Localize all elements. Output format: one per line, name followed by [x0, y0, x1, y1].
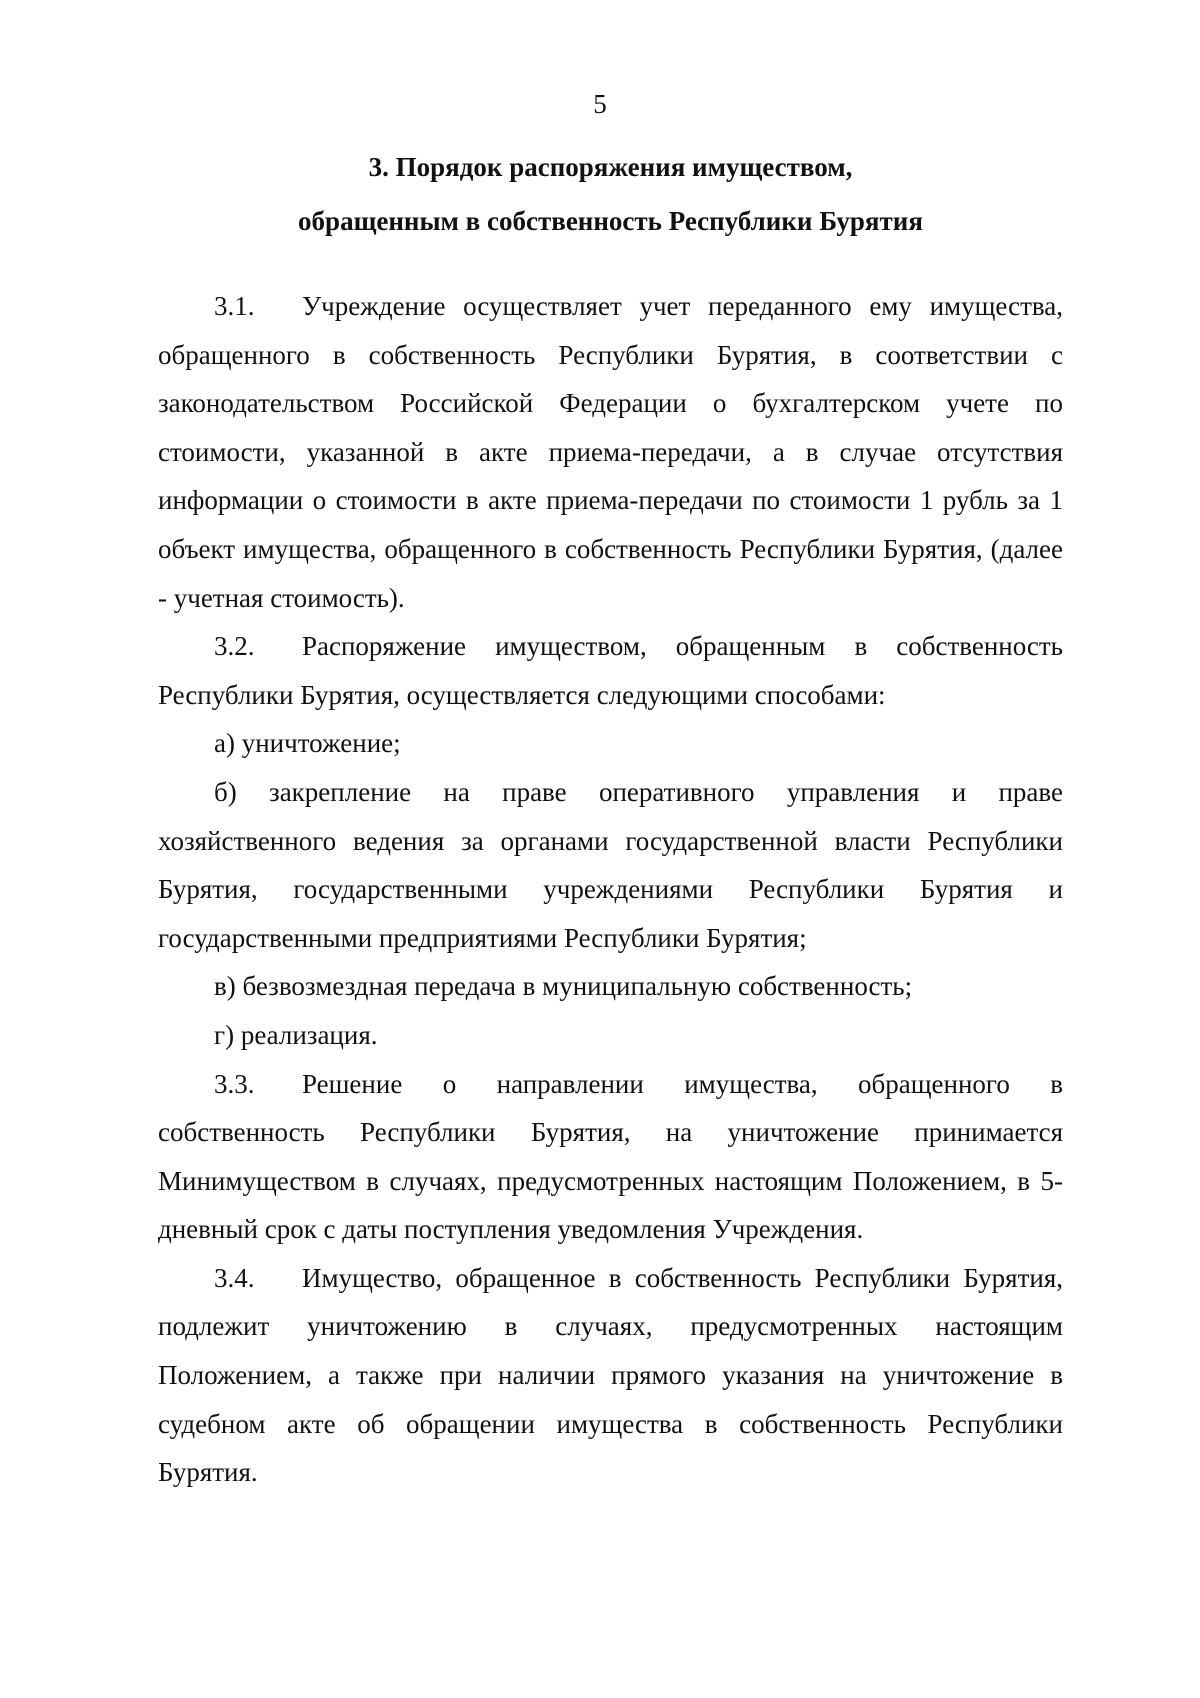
paragraph-3-1: [158, 282, 1063, 622]
paragraph-number: 3.1.: [214, 291, 255, 321]
section-heading-line-1: 3. Порядок распоряжения имуществом,: [368, 152, 853, 182]
document-body: [158, 282, 1063, 1497]
list-item-text: б) закрепление на праве оперативного управления и праве хозяйственного ведения за органами государственной власти Республики Бурятия, государственными учреждениями Республики Бурятия и государственными предприятиями Республики Бурятия;: [158, 776, 1063, 953]
list-item-text: а) уничтожение;: [214, 728, 401, 759]
paragraph-text: Распоряжение имуществом, обращенным в собственность Республики Бурятия, осуществляется следующими способами:: [158, 631, 1063, 710]
section-heading-line-2: обращенным в собственность Республики Бурятия: [298, 206, 923, 236]
paragraph-3-4: [158, 1254, 1063, 1497]
section-heading: [158, 140, 1063, 248]
paragraph-text: Решение о направлении имущества, обращенного в собственность Республики Бурятия, на уничтожение принимается Минимуществом в случаях, предусмотренных настоящим Положением, в 5-дневный срок с даты поступления уведомления Учреждения.: [158, 1068, 1063, 1245]
list-item-text: в) безвозмездная передача в муниципальную собственность;: [214, 971, 913, 1002]
paragraph-text: Имущество, обращенное в собственность Республики Бурятия, подлежит уничтожению в случаях, предусмотренных настоящим Положением, а также при наличии прямого указания на уничтожение в судебном акте об обращении имущества в собственность Республики Бурятия.: [158, 1262, 1063, 1488]
paragraph-number: 3.3.: [214, 1068, 255, 1099]
paragraph-number: 3.4.: [214, 1262, 255, 1293]
paragraph-text: Учреждение осуществляет учет переданного ему имущества, обращенного в собственность Республики Бурятия, в соответствии с законодательством Российской Федерации о бухгалтерском учете по стоимости, указанной в акте приема-передачи, а в случае отсутствия информации о стоимости в акте приема-передачи по стоимости 1 рубль за 1 объект имущества, обращенного в собственность Республики Бурятия, (далее - учетная стоимость).: [158, 291, 1063, 613]
list-item-text: г) реализация.: [214, 1019, 378, 1050]
page-number: 5: [593, 89, 607, 119]
list-item-a: [158, 719, 1063, 768]
paragraph-number: 3.2.: [214, 631, 255, 662]
list-item-b: [158, 768, 1063, 962]
list-item-g: [158, 1011, 1063, 1060]
paragraph-3-3: [158, 1060, 1063, 1254]
list-item-v: [158, 962, 1063, 1011]
paragraph-3-2: [158, 622, 1063, 719]
